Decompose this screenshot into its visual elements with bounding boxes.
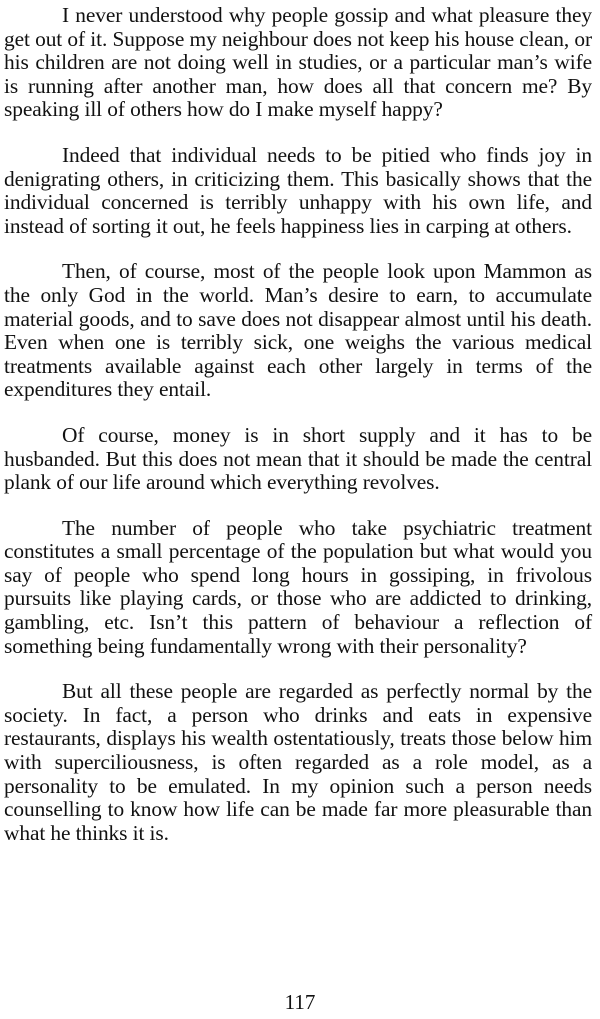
- paragraph-perfectly-normal: But all these people are regarded as perfectly normal by the society. In fact, a person who drinks and eats in expensive restaurants, displays his wealth ostentatiously, treats those below him with superciliousness, is often regarded as a role model, as a personality to be emulated. In my opinion such a person needs counselling to know how life can be made far more pleasurable than what he thinks it is.: [4, 679, 592, 845]
- paragraph-denigrating-others: Indeed that individual needs to be pitied who finds joy in denigrating others, in criticizing them. This basically shows that the individual concerned is terribly unhappy with his own life, and instead of sorting it out, he feels happiness lies in carping at others.: [4, 142, 592, 238]
- paragraph-money-husbanded: Of course, money is in short supply and it has to be husbanded. But this does not mean that it should be made the central plank of our life around which everything revolves.: [4, 422, 592, 495]
- paragraph-mammon: Then, of course, most of the people look upon Mammon as the only God in the world. Man’s desire to earn, to accumulate material goods, and to save does not disappear almost until his death. Even when one is terribly sick, one weighs the various medical treatments available against each other largely in terms of the expenditures they entail.: [4, 259, 592, 402]
- paragraph-psychiatric-treatment: The number of people who take psychiatric treatment constitutes a small percentage of the population but what would you say of people who spend long hours in gossiping, in frivolous pursuits like playing cards, or those who are addicted to drinking, gambling, etc. Isn’t this pattern of behaviour a reflection of something being fundamentally wrong with their personality?: [4, 515, 592, 658]
- page-number: 117: [284, 990, 316, 1014]
- paragraph-gossip: I never understood why people gossip and what pleasure they get out of it. Suppose my neighbour does not keep his house clean, or his children are not doing well in studies, or a particular man’s wife is running after another man, how does all that concern me? By speaking ill of others how do I make myself happy?: [4, 3, 592, 122]
